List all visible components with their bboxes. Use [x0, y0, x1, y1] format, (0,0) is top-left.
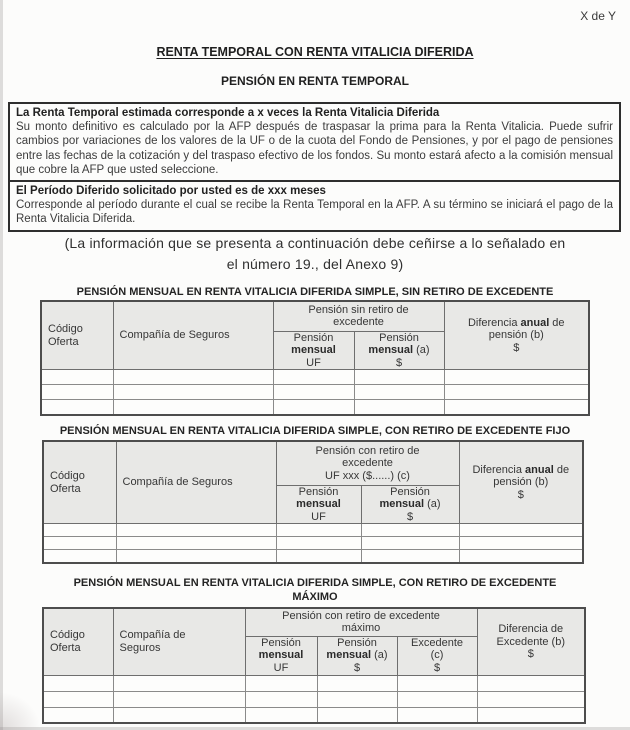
col-header-pension-mensual-uf [273, 331, 354, 370]
group-line1: Pensión sin retiro de [308, 303, 409, 316]
empty-cell [113, 385, 273, 400]
sub-pesos-line2: mensual (a) [368, 344, 430, 356]
document-title [0, 45, 630, 59]
table2-retiro-excedente-fijo [42, 440, 584, 564]
group-line2: excedente [333, 316, 384, 329]
codigo-label-line1: Código [50, 629, 85, 642]
empty-cell [41, 400, 113, 415]
empty-cell [477, 707, 585, 723]
info-box [8, 102, 621, 232]
empty-cell [276, 524, 361, 537]
annex-note [15, 233, 615, 275]
col-header-diferencia-anual [444, 301, 589, 370]
info-body-renta-temporal: Su monto definitivo es calculado por la AFP después de traspasar la prima para la Renta Vitalicia. Puede sufrir cambios por variaciones de los valores de la UF o de la cuota del Fondo de Pensiones, y por el pago de pensiones entre las fechas de la cotización y del traspaso efectivo de los fondos. Su monto estará afecto a la comisión mensual que cobre la AFP que usted seleccione. [16, 121, 613, 176]
empty-cell [444, 385, 589, 400]
table-row [43, 707, 585, 723]
col-header-codigo-oferta [41, 301, 113, 370]
empty-cell [273, 370, 354, 385]
diferencia-line2: pensión (b) [488, 329, 544, 342]
table3-title-line1: PENSIÓN MENSUAL EN RENTA VITALICIA DIFERIDA SIMPLE, CON RETIRO DE EXCEDENTE [73, 577, 557, 589]
sub-pesos-line3: $ [406, 510, 414, 523]
info-lead-periodo-diferido: El Período Diferido solicitado por usted es de xxx meses [16, 185, 326, 198]
sub-pesos-line1: Pensión [379, 331, 419, 344]
diferencia-line2: pensión (b) [493, 476, 549, 489]
empty-cell [477, 691, 585, 707]
col-header-diferencia-anual [459, 441, 583, 524]
empty-cell [43, 691, 113, 707]
empty-cell [459, 537, 583, 550]
codigo-label-line2: Oferta [50, 641, 81, 654]
diferencia-line1: Diferencia anual de [472, 463, 570, 476]
table-row [43, 691, 585, 707]
group-line3: UF xxx ($......) (c) [325, 469, 410, 482]
diferencia-line3: $ [513, 341, 520, 354]
empty-cell [43, 675, 113, 691]
empty-cell [354, 400, 444, 415]
empty-cell [459, 550, 583, 563]
table1-title: PENSIÓN MENSUAL EN RENTA VITALICIA DIFERIDA SIMPLE, SIN RETIRO DE EXCEDENTE [76, 286, 554, 298]
empty-cell [397, 691, 477, 707]
codigo-label-line2: Oferta [48, 335, 79, 348]
table1-header-row1 [41, 301, 589, 331]
empty-cell [317, 707, 397, 723]
empty-cell [317, 691, 397, 707]
empty-cell [276, 537, 361, 550]
empty-cell [116, 550, 276, 563]
table-row [43, 675, 585, 691]
sub-uf-line1: Pensión [261, 636, 301, 649]
compania-label-line2: Seguros [119, 641, 161, 654]
col-header-pension-mensual-pesos [354, 331, 444, 370]
sub-uf-line3: UF [273, 661, 289, 674]
empty-cell [444, 370, 589, 385]
sub-pesos-line1: Pensión [390, 485, 430, 498]
sub-uf-line1: Pensión [298, 485, 339, 498]
empty-cell [397, 675, 477, 691]
group-line1: Pensión con retiro de [315, 444, 420, 457]
codigo-label-line2: Oferta [50, 482, 81, 495]
col-header-compania-seguros: Compañía de Seguros [113, 301, 273, 370]
diferencia-line3: $ [517, 488, 524, 501]
empty-cell [361, 537, 459, 550]
group-header-pension-sin-retiro [273, 301, 444, 331]
empty-cell [116, 537, 276, 550]
group-header-pension-con-retiro-fijo [276, 441, 459, 485]
sub-pesos-line3: $ [395, 356, 403, 369]
sub-pesos-line2: mensual (a) [379, 498, 441, 510]
codigo-label-line1: Código [48, 323, 83, 335]
col-header-pension-mensual-uf [276, 485, 361, 524]
col-header-pension-mensual-pesos [361, 485, 459, 524]
empty-cell [113, 370, 273, 385]
table-row [43, 524, 583, 537]
info-lead-renta-temporal: La Renta Temporal estimada corresponde a x veces la Renta Vitalicia Diferida [16, 107, 440, 119]
table-row [41, 385, 589, 400]
empty-cell [444, 400, 589, 415]
sub-pesos-line1: Pensión [337, 636, 377, 649]
empty-cell [361, 550, 459, 563]
group-line1: Pensión con retiro de excedente [282, 609, 440, 622]
empty-cell [317, 675, 397, 691]
page-indicator: X de Y [580, 9, 616, 23]
empty-cell [41, 370, 113, 385]
sub-uf-line1: Pensión [293, 331, 334, 344]
diferencia-line3: $ [527, 648, 534, 660]
empty-cell [43, 524, 116, 537]
group-line2: excedente [342, 457, 393, 469]
info-body-periodo-diferido: Corresponde al período durante el cual se recibe la Renta Temporal en la AFP. A su término se iniciará el pago de la Renta Vitalicia Diferida. [16, 199, 613, 226]
sub-uf-line3: UF [306, 356, 321, 369]
empty-cell [273, 400, 354, 415]
compania-label-line1: Compañía de [119, 629, 186, 642]
info-section-renta-temporal [10, 104, 619, 180]
sub-exc-line3: $ [433, 661, 441, 674]
scan-edge-left [0, 0, 3, 730]
sub-exc-line1: Excedente [411, 636, 463, 649]
empty-cell [397, 707, 477, 723]
annex-note-line1: (La información que se presenta a continuación debe ceñirse a lo señalado en [64, 235, 566, 251]
table3-retiro-excedente-maximo [42, 607, 586, 724]
empty-cell [276, 550, 361, 563]
col-header-compania-seguros: Compañía de Seguros [116, 441, 276, 524]
empty-cell [116, 524, 276, 537]
empty-cell [354, 385, 444, 400]
empty-cell [245, 675, 317, 691]
empty-cell [459, 524, 583, 537]
table1-sin-retiro-excedente [40, 300, 590, 416]
empty-cell [113, 691, 245, 707]
empty-cell [113, 675, 245, 691]
table-row [41, 400, 589, 415]
empty-cell [245, 691, 317, 707]
col-header-diferencia-excedente [477, 608, 585, 675]
col-header-codigo-oferta [43, 441, 116, 524]
sub-pesos-line2: mensual (a) [326, 649, 388, 662]
table2-title: PENSIÓN MENSUAL EN RENTA VITALICIA DIFERIDA SIMPLE, CON RETIRO DE EXCEDENTE FIJO [59, 425, 571, 437]
empty-cell [43, 707, 113, 723]
col-header-pension-mensual-pesos [317, 636, 397, 675]
col-header-pension-mensual-uf [245, 636, 317, 675]
diferencia-line1: Diferencia de [498, 623, 564, 635]
col-header-compania-seguros [113, 608, 245, 675]
empty-cell [113, 707, 245, 723]
scan-smudge-bottom-left [0, 693, 40, 730]
empty-cell [41, 385, 113, 400]
info-section-periodo-diferido [10, 180, 619, 230]
sub-uf-line2: mensual [296, 498, 341, 510]
table3-title [0, 576, 630, 604]
table3-header-row1 [43, 608, 585, 636]
table-row [43, 537, 583, 550]
sub-pesos-line3: $ [353, 661, 361, 674]
empty-cell [43, 537, 116, 550]
codigo-label-line1: Código [50, 470, 85, 482]
document-title-text: RENTA TEMPORAL CON RENTA VITALICIA DIFERIDA [156, 45, 474, 59]
empty-cell [245, 707, 317, 723]
diferencia-line2: Excedente (b) [496, 635, 565, 648]
group-line2: máximo [341, 622, 381, 635]
diferencia-line1: Diferencia anual de [467, 316, 565, 329]
group-header-pension-con-retiro-maximo [245, 608, 477, 636]
col-header-excedente [397, 636, 477, 675]
table-row [41, 370, 589, 385]
empty-cell [273, 385, 354, 400]
empty-cell [361, 524, 459, 537]
table-row [43, 550, 583, 563]
col-header-codigo-oferta [43, 608, 113, 675]
empty-cell [113, 400, 273, 415]
document-subtitle: PENSIÓN EN RENTA TEMPORAL [220, 74, 409, 88]
annex-note-line2: el número 19., del Anexo 9) [226, 256, 404, 272]
empty-cell [43, 550, 116, 563]
sub-uf-line3: UF [311, 510, 326, 523]
empty-cell [477, 675, 585, 691]
sub-uf-line2: mensual [291, 344, 336, 356]
empty-cell [354, 370, 444, 385]
sub-uf-line2: mensual [258, 649, 304, 662]
table3-title-line2: MÁXIMO [292, 591, 338, 603]
table2-header-row1 [43, 441, 583, 485]
sub-exc-line2: (c) [430, 649, 444, 662]
